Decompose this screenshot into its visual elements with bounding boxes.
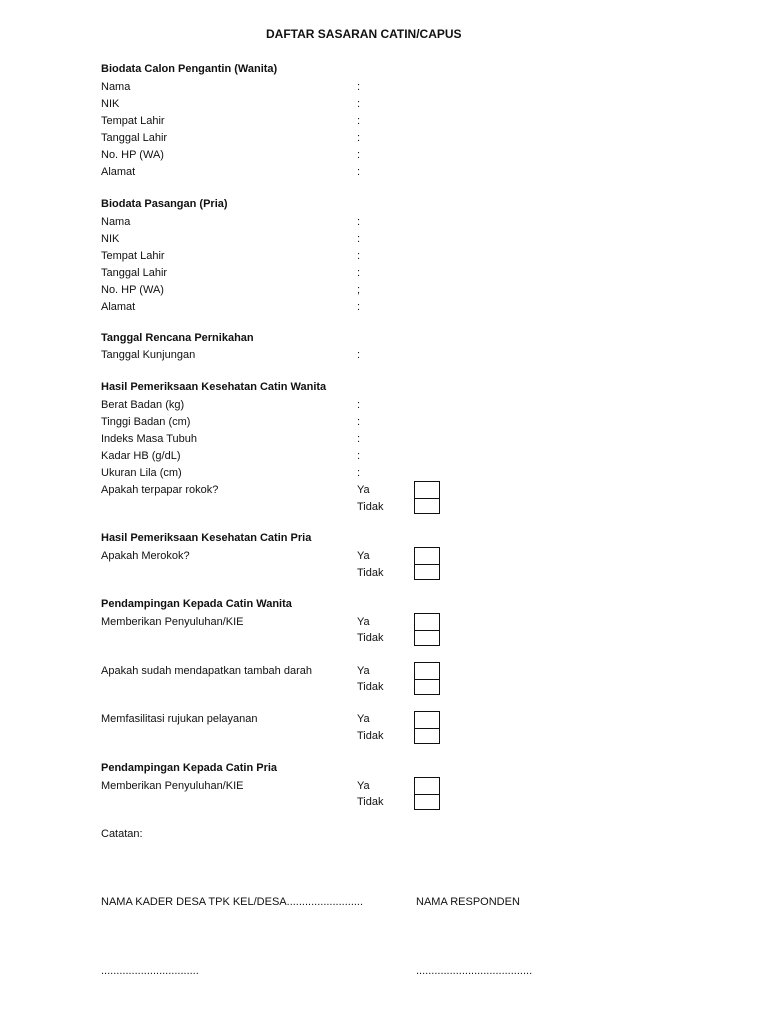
option-yes-label: Ya [357, 780, 370, 792]
notes-label: Catatan: [101, 828, 143, 840]
section-heading-groom-biodata: Biodata Pasangan (Pria) [101, 198, 228, 210]
field-label: Tinggi Badan (cm) [101, 416, 191, 428]
signature-right-label: NAMA RESPONDEN [416, 896, 520, 908]
checkbox-yes[interactable] [414, 711, 440, 728]
field-separator: : [357, 267, 361, 279]
document-title: DAFTAR SASARAN CATIN/CAPUS [266, 27, 462, 41]
field-label: Tempat Lahir [101, 115, 165, 127]
checkbox-no[interactable] [414, 728, 440, 744]
checkbox-yes[interactable] [414, 613, 440, 630]
checkbox-no[interactable] [414, 794, 440, 810]
field-label: Alamat [101, 166, 136, 178]
option-no-label: Tidak [357, 632, 384, 644]
field-label: Tanggal Lahir [101, 267, 168, 279]
field-separator: : [357, 115, 361, 127]
question-label: Memberikan Penyuluhan/KIE [101, 780, 244, 792]
section-heading-bride-biodata: Biodata Calon Pengantin (Wanita) [101, 63, 278, 75]
field-separator: : [357, 81, 361, 93]
field-label: Kadar HB (g/dL) [101, 450, 181, 462]
checkbox-yes[interactable] [414, 547, 440, 564]
field-separator: : [357, 132, 361, 144]
option-no-label: Tidak [357, 567, 384, 579]
option-no-label: Tidak [357, 681, 384, 693]
option-yes-label: Ya [357, 616, 370, 628]
field-label: Tempat Lahir [101, 250, 165, 262]
field-separator: ; [357, 284, 361, 296]
field-label: No. HP (WA) [101, 149, 164, 161]
field-separator: : [357, 166, 361, 178]
field-label: Indeks Masa Tubuh [101, 433, 198, 445]
field-label: Nama [101, 216, 131, 228]
checkbox-no[interactable] [414, 498, 440, 514]
checkbox-no[interactable] [414, 679, 440, 695]
question-label: Memberikan Penyuluhan/KIE [101, 616, 244, 628]
question-label: Apakah terpapar rokok? [101, 484, 219, 496]
field-label: Berat Badan (kg) [101, 399, 185, 411]
question-label: Memfasilitasi rujukan pelayanan [101, 713, 258, 725]
field-label: Ukuran Lila (cm) [101, 467, 182, 479]
field-separator: : [357, 301, 361, 313]
section-heading-wedding-date: Tanggal Rencana Pernikahan [101, 332, 254, 344]
section-heading-bride-health: Hasil Pemeriksaan Kesehatan Catin Wanita [101, 381, 327, 393]
field-label: No. HP (WA) [101, 284, 164, 296]
field-separator: : [357, 349, 361, 361]
field-separator: : [357, 216, 361, 228]
field-label: NIK [101, 98, 120, 110]
field-label: Tanggal Kunjungan [101, 349, 196, 361]
option-no-label: Tidak [357, 730, 384, 742]
option-yes-label: Ya [357, 484, 370, 496]
section-heading-groom-assistance: Pendampingan Kepada Catin Pria [101, 762, 278, 774]
checkbox-yes[interactable] [414, 481, 440, 498]
section-heading-bride-assistance: Pendampingan Kepada Catin Wanita [101, 598, 292, 610]
field-separator: : [357, 450, 361, 462]
signature-left-line: ................................ [101, 965, 199, 977]
option-yes-label: Ya [357, 713, 370, 725]
option-yes-label: Ya [357, 665, 370, 677]
field-separator: : [357, 416, 361, 428]
checkbox-yes[interactable] [414, 777, 440, 794]
option-no-label: Tidak [357, 796, 384, 808]
field-separator: : [357, 98, 361, 110]
signature-right-line: ...................................... [416, 965, 533, 977]
question-label: Apakah Merokok? [101, 550, 190, 562]
field-separator: : [357, 399, 361, 411]
question-label: Apakah sudah mendapatkan tambah darah [101, 665, 312, 677]
checkbox-yes[interactable] [414, 662, 440, 679]
checkbox-no[interactable] [414, 564, 440, 580]
signature-left-label: NAMA KADER DESA TPK KEL/DESA......................... [101, 896, 364, 908]
field-separator: : [357, 250, 361, 262]
field-separator: : [357, 149, 361, 161]
checkbox-no[interactable] [414, 630, 440, 646]
field-separator: : [357, 467, 361, 479]
field-label: Tanggal Lahir [101, 132, 168, 144]
option-no-label: Tidak [357, 501, 384, 513]
field-label: Nama [101, 81, 131, 93]
option-yes-label: Ya [357, 550, 370, 562]
section-heading-groom-health: Hasil Pemeriksaan Kesehatan Catin Pria [101, 532, 312, 544]
field-separator: : [357, 233, 361, 245]
field-separator: : [357, 433, 361, 445]
field-label: NIK [101, 233, 120, 245]
field-label: Alamat [101, 301, 136, 313]
